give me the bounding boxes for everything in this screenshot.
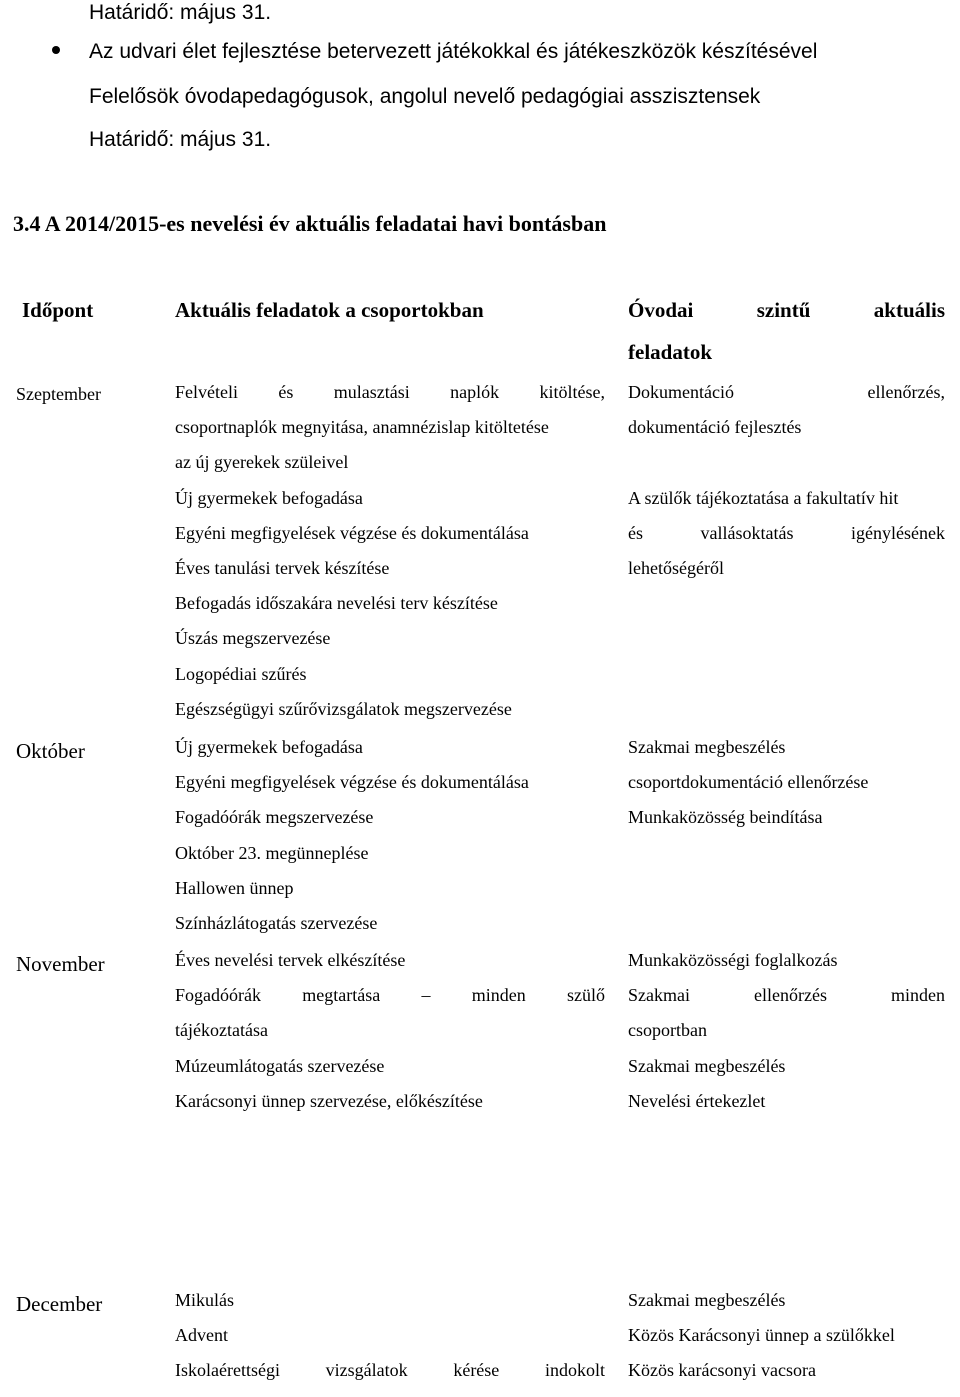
- month-december: December: [16, 1292, 103, 1316]
- kg-line: Dokumentáció ellenőrzés,: [628, 382, 945, 402]
- task-line: Befogadás időszakára nevelési terv készítése: [175, 593, 498, 614]
- task-line: Iskolaérettségi vizsgálatok kérése indokolt: [175, 1360, 605, 1381]
- kg-line: Szakmai megbeszélés: [628, 737, 786, 757]
- task-line: Múzeumlátogatás szervezése: [175, 1055, 385, 1076]
- deadline-line-2: Határidő: május 31.: [89, 128, 272, 151]
- task-line: Új gyermekek befogadása: [175, 737, 363, 757]
- task-line: Felvételi és mulasztási naplók kitöltése,: [175, 382, 605, 402]
- kg-line: csoportdokumentáció ellenőrzése: [628, 772, 869, 793]
- task-line: Logopédiai szűrés: [175, 663, 307, 684]
- header-kg-word-1: Óvodai: [628, 298, 694, 322]
- november-kindergarten: [628, 943, 945, 1119]
- december-kindergarten: [628, 1283, 945, 1389]
- section-heading: 3.4 A 2014/2015-es nevelési év aktuális feladatai havi bontásban: [13, 211, 607, 236]
- kg-line: Munkaközösség beindítása: [628, 807, 823, 828]
- header-time: Időpont: [22, 298, 94, 322]
- october-kindergarten: [628, 730, 945, 836]
- task-line: tájékoztatása: [175, 1020, 268, 1041]
- kg-line: csoportban: [628, 1020, 707, 1041]
- deadline-line-1: Határidő: május 31.: [89, 1, 272, 24]
- month-november: November: [16, 952, 105, 976]
- kg-line: dokumentáció fejlesztés: [628, 417, 802, 438]
- header-kg-word-2: szintű: [756, 298, 811, 322]
- task-line: Október 23. megünneplése: [175, 842, 369, 863]
- task-line: Advent: [175, 1325, 228, 1346]
- month-october: Október: [16, 739, 85, 763]
- header-kg-word-3: aktuális: [873, 298, 945, 322]
- task-line: Új gyermekek befogadása: [175, 487, 363, 508]
- header-kindergarten-tasks: [628, 296, 945, 366]
- responsible-line: Felelősök óvodapedagógusok, angolul nevelő pedagógiai asszisztensek: [89, 85, 761, 108]
- month-september: Szeptember: [16, 384, 101, 404]
- october-tasks: [175, 730, 605, 941]
- september-kindergarten: [628, 375, 945, 586]
- task-line: csoportnaplók megnyitása, anamnézislap kitöltetése: [175, 417, 549, 438]
- task-line: Éves tanulási tervek készítése: [175, 557, 390, 578]
- task-line: Éves nevelési tervek elkészítése: [175, 950, 406, 970]
- kg-line: Nevelési értekezlet: [628, 1090, 766, 1111]
- december-tasks: [175, 1283, 605, 1389]
- kg-line: A szülők tájékoztatása a fakultatív hit: [628, 487, 899, 508]
- kg-line: és vallásoktatás igénylésének: [628, 522, 945, 543]
- header-group-tasks: Aktuális feladatok a csoportokban: [175, 298, 484, 322]
- header-kg-line-2: feladatok: [628, 340, 712, 364]
- task-line: Egyéni megfigyelések végzése és dokumentálása: [175, 772, 529, 793]
- september-tasks: [175, 375, 605, 727]
- task-line: Fogadóórák megtartása – minden szülő: [175, 985, 605, 1006]
- november-tasks: [175, 943, 605, 1119]
- kg-line: Szakmai megbeszélés: [628, 1290, 786, 1310]
- task-line: Mikulás: [175, 1290, 235, 1310]
- task-line: az új gyerekek szüleivel: [175, 452, 349, 473]
- task-line: Egyéni megfigyelések végzése és dokumentálása: [175, 522, 529, 543]
- task-line: Egészségügyi szűrővizsgálatok megszervezése: [175, 698, 512, 719]
- bullet-icon: [52, 46, 60, 54]
- task-line: Színházlátogatás szervezése: [175, 912, 378, 933]
- kg-line: Munkaközösségi foglalkozás: [628, 950, 838, 970]
- kg-line: Szakmai megbeszélés: [628, 1055, 786, 1076]
- kg-line: Közös Karácsonyi ünnep a szülőkkel: [628, 1325, 895, 1346]
- task-line: Karácsonyi ünnep szervezése, előkészítése: [175, 1090, 483, 1111]
- kg-line: [628, 445, 945, 480]
- task-line: Úszás megszervezése: [175, 628, 331, 649]
- bullet-item-text: Az udvari élet fejlesztése betervezett játékokkal és játékeszközök készítésével: [89, 40, 818, 63]
- task-line: Hallowen ünnep: [175, 877, 294, 898]
- kg-line: Közös karácsonyi vacsora: [628, 1360, 816, 1381]
- kg-line: lehetőségéről: [628, 557, 724, 578]
- task-line: Fogadóórák megszervezése: [175, 807, 374, 828]
- kg-line: Szakmai ellenőrzés minden: [628, 985, 945, 1006]
